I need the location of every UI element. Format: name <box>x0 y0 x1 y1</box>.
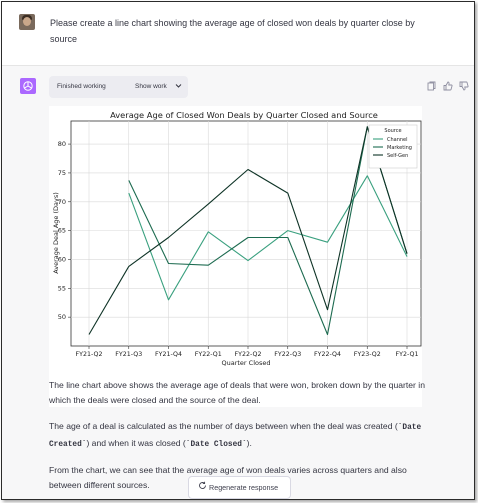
x-tick-labels <box>76 346 419 358</box>
code-date-closed: `Date Closed` <box>185 441 247 449</box>
code-date-created: `Date Created` <box>49 424 422 449</box>
assistant-message-row <box>2 66 474 500</box>
grid <box>71 121 421 346</box>
user-avatar <box>19 14 35 30</box>
chart-title: Average Age of Closed Won Deals by Quarter Closed and Source <box>110 110 378 120</box>
x-tick-label: FY21-Q2 <box>75 351 103 358</box>
legend-title: Source <box>384 128 402 134</box>
x-tick-label: FY22-Q1 <box>194 351 222 358</box>
y-tick-label: 65 <box>57 226 66 235</box>
response-paragraph-1: The line chart above shows the average age of deals that were won, broken down by the quarter in which the deals were closed and the source of the deal. <box>49 380 425 405</box>
response-paragraph-2 <box>49 419 427 453</box>
legend-label: Self-Gen <box>387 153 409 159</box>
work-status-chip[interactable] <box>49 76 188 98</box>
x-axis-label: Quarter Closed <box>221 359 271 367</box>
copy-icon[interactable] <box>427 78 436 96</box>
p2-text-mid: ) and when it was closed ( <box>86 438 186 448</box>
y-tick-label: 80 <box>57 140 66 149</box>
x-tick-label: FY21-Q4 <box>155 351 182 358</box>
y-axis-label: Average Deal Age (Days) <box>52 192 60 274</box>
response-paragraph-3: From the chart, we can see that the average age of won deals varies across quarters and also between different sources. <box>49 465 407 490</box>
x-tick-label: FY22-Q2 <box>234 351 262 358</box>
y-tick-label: 55 <box>57 284 66 293</box>
chat-window <box>1 1 475 500</box>
x-tick-label: FY22-Q3 <box>274 351 302 358</box>
x-tick-label: FY2-Q1 <box>395 351 419 358</box>
p2-text-before: The age of a deal is calculated as the number of days between when the deal was created ( <box>49 421 398 431</box>
regenerate-response-button[interactable] <box>188 476 291 499</box>
thumbs-down-icon[interactable] <box>459 78 469 96</box>
legend-label: Marketing <box>387 145 412 151</box>
regenerate-label: Regenerate response <box>209 483 279 492</box>
legend <box>369 125 417 168</box>
p2-text-after: ). <box>246 438 252 448</box>
user-message-text: Please create a line chart showing the average age of closed won deals by quarter close by source <box>50 18 415 44</box>
refresh-icon <box>198 481 207 492</box>
work-status-label: Finished working <box>57 83 106 90</box>
y-tick-label: 75 <box>57 168 66 177</box>
x-tick-label: FY22-Q4 <box>314 351 341 358</box>
y-tick-label: 70 <box>57 197 66 206</box>
chart-image <box>49 106 422 407</box>
show-work-button[interactable]: Show work <box>135 83 167 90</box>
openai-logo-icon <box>20 78 36 94</box>
x-tick-label: FY21-Q3 <box>115 351 143 358</box>
legend-label: Channel <box>387 137 408 143</box>
thumbs-up-icon[interactable] <box>443 78 453 96</box>
user-message-row <box>2 2 474 66</box>
y-tick-label: 50 <box>57 313 66 322</box>
y-tick-label: 60 <box>57 255 66 264</box>
x-tick-label: FY23-Q2 <box>353 351 381 358</box>
line-chart <box>49 106 422 407</box>
plot-area <box>71 121 421 346</box>
chevron-down-icon[interactable] <box>175 82 182 91</box>
assistant-avatar <box>20 78 36 94</box>
